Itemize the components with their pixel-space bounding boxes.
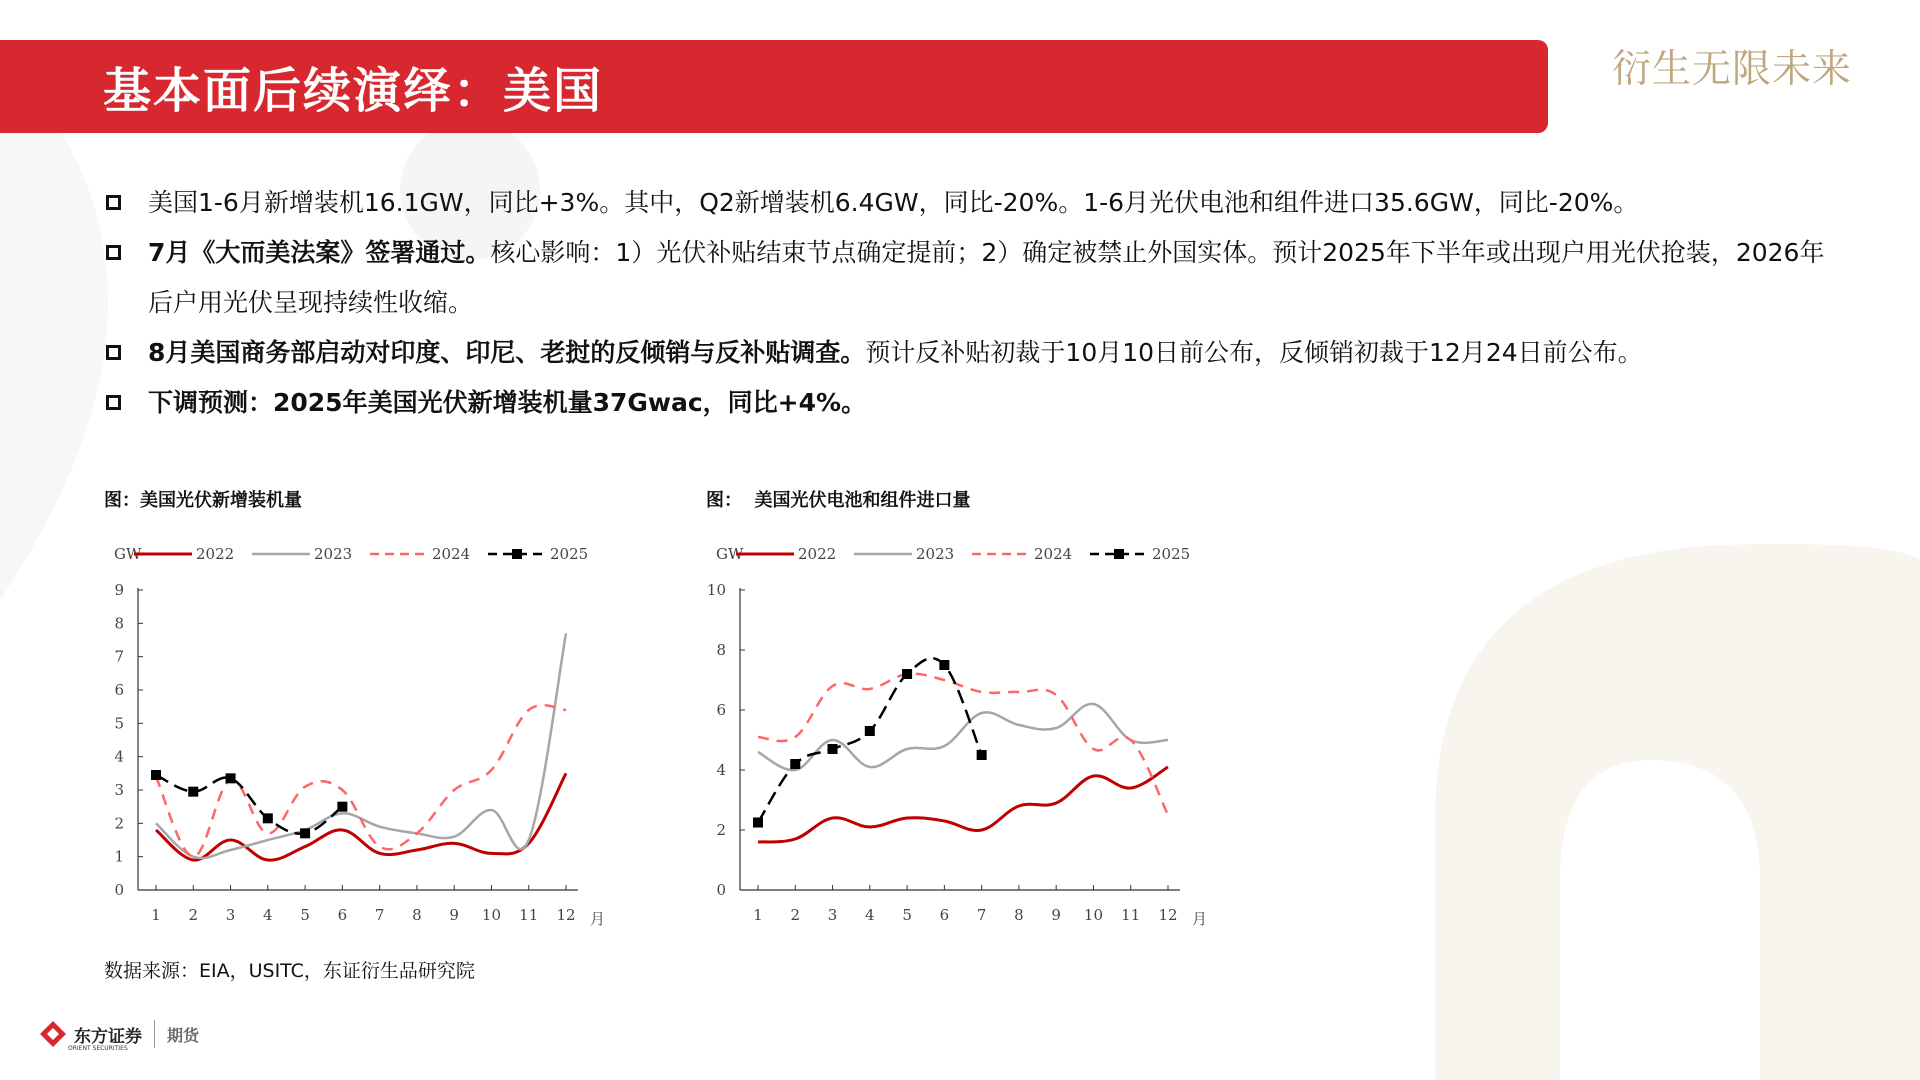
legend-label-2023: 2023	[314, 545, 353, 563]
y-tick-label: 0	[716, 881, 726, 899]
bullet-item	[104, 228, 1844, 328]
bullet-bold-text: 7月《大而美法案》签署通过。	[148, 238, 491, 267]
y-unit-label: GW	[716, 545, 744, 563]
data-point-2025	[939, 660, 949, 670]
slogan: 衍生无限未来	[1612, 47, 1853, 92]
x-tick-label: 7	[374, 906, 385, 924]
logo-subtext: ORIENT SECURITIES	[68, 1045, 128, 1052]
y-tick-label: 3	[114, 781, 124, 799]
y-tick-label: 8	[114, 614, 124, 633]
x-tick-label: 10	[1083, 906, 1104, 924]
data-point-2025	[188, 787, 198, 797]
x-tick-label: 3	[225, 906, 236, 924]
bullet-item	[104, 328, 1844, 378]
data-point-2025	[902, 669, 912, 679]
x-tick-label: 1	[753, 906, 763, 924]
y-tick-label: 6	[114, 681, 124, 699]
y-tick-label: 4	[716, 761, 726, 779]
bullet-text: 核心影响：1）光伏补贴结束节点确定提前；2）确定被禁止外国实体。预计2025年下半年或出现户用光伏抢装，2026年后户用光伏呈现持续性收缩。	[148, 238, 1825, 317]
chart-legend	[114, 545, 588, 563]
series-line-2023	[758, 704, 1168, 770]
bullet-text: 预计反补贴初裁于10月10日前公布，反倾销初裁于12月24日前公布。	[865, 338, 1643, 367]
series-line-2023	[156, 633, 566, 858]
x-tick-label: 1	[151, 906, 161, 924]
installations-chart	[90, 520, 630, 940]
logo-mark-icon	[38, 1019, 68, 1049]
x-tick-label: 5	[902, 906, 912, 924]
data-point-2025	[753, 818, 763, 828]
y-tick-label: 1	[114, 847, 124, 866]
x-tick-label: 7	[976, 906, 987, 924]
chart-legend	[716, 545, 1190, 563]
bullet-square-icon	[106, 345, 121, 360]
series-line-2024	[758, 674, 1168, 815]
x-tick-label: 8	[412, 906, 422, 924]
data-point-2025	[151, 770, 161, 780]
bullet-text: 美国1-6月新增装机16.1GW，同比+3%。其中，Q2新增装机6.4GW，同比-20%。1-6月光伏电池和组件进口35.6GW，同比-20%。	[148, 188, 1639, 217]
y-tick-label: 7	[114, 647, 124, 666]
y-tick-label: 10	[706, 581, 726, 599]
logo-text: 东方证券	[74, 1026, 142, 1047]
x-tick-label: 10	[481, 906, 502, 924]
data-point-2025	[300, 828, 310, 838]
logo-divider	[154, 1020, 155, 1048]
legend-label-2022: 2022	[196, 545, 235, 563]
data-point-2025	[828, 744, 838, 754]
y-tick-label: 8	[716, 641, 726, 659]
logo-futures: 期货	[167, 1025, 200, 1045]
data-point-2025	[337, 802, 347, 812]
legend-marker	[512, 549, 522, 559]
x-tick-label: 8	[1014, 906, 1024, 924]
legend-label-2025: 2025	[1152, 545, 1191, 563]
x-tick-label: 2	[188, 906, 199, 924]
x-axis-label: 月	[1192, 910, 1208, 928]
bullet-bold-text: 8月美国商务部启动对印度、印尼、老挝的反倾销与反补贴调查。	[148, 338, 866, 367]
x-tick-label: 9	[449, 906, 459, 924]
data-source: 数据来源：EIA，USITC，东证衍生品研究院	[104, 960, 475, 982]
x-tick-label: 2	[790, 906, 801, 924]
y-tick-label: 4	[114, 747, 124, 766]
x-tick-label: 11	[1121, 906, 1141, 924]
bullet-bold-text: 下调预测：2025年美国光伏新增装机量37Gwac，同比+4%。	[148, 388, 867, 417]
x-tick-label: 4	[263, 906, 273, 924]
data-point-2025	[226, 773, 236, 783]
bullet-list	[104, 178, 1844, 428]
chart-title-installations: 图：美国光伏新增装机量	[104, 490, 302, 511]
y-tick-label: 2	[114, 814, 124, 833]
y-tick-label: 9	[114, 581, 124, 599]
bullet-square-icon	[106, 245, 121, 260]
bullet-item	[104, 178, 1844, 228]
x-tick-label: 5	[300, 906, 310, 924]
x-tick-label: 12	[556, 906, 576, 924]
bullet-square-icon	[106, 195, 121, 210]
y-tick-label: 2	[716, 821, 726, 839]
legend-label-2023: 2023	[916, 545, 955, 563]
legend-label-2022: 2022	[798, 545, 837, 563]
page-title: 基本面后续演绎：美国	[103, 63, 604, 119]
series-line-2025	[758, 658, 982, 822]
x-tick-label: 3	[827, 906, 838, 924]
x-tick-label: 11	[519, 906, 539, 924]
y-tick-label: 5	[114, 714, 124, 733]
data-point-2025	[263, 813, 273, 823]
x-tick-label: 4	[865, 906, 875, 924]
y-tick-label: 0	[114, 881, 124, 899]
data-point-2025	[865, 726, 875, 736]
y-unit-label: GW	[114, 545, 142, 563]
bullet-item	[104, 378, 1844, 428]
chart-title-imports: 图： 美国光伏电池和组件进口量	[706, 490, 971, 511]
x-tick-label: 9	[1051, 906, 1061, 924]
series-line-2022	[156, 773, 566, 860]
legend-label-2025: 2025	[550, 545, 589, 563]
x-tick-label: 6	[939, 906, 950, 924]
bullet-square-icon	[106, 395, 121, 410]
legend-marker	[1114, 549, 1124, 559]
x-axis-label: 月	[590, 910, 606, 928]
legend-label-2024: 2024	[432, 545, 471, 563]
x-tick-label: 6	[337, 906, 348, 924]
x-tick-label: 12	[1158, 906, 1178, 924]
legend-label-2024: 2024	[1034, 545, 1073, 563]
data-point-2025	[790, 759, 800, 769]
imports-chart	[692, 520, 1232, 940]
series-line-2022	[758, 767, 1168, 842]
data-point-2025	[977, 750, 987, 760]
y-tick-label: 6	[716, 701, 726, 719]
